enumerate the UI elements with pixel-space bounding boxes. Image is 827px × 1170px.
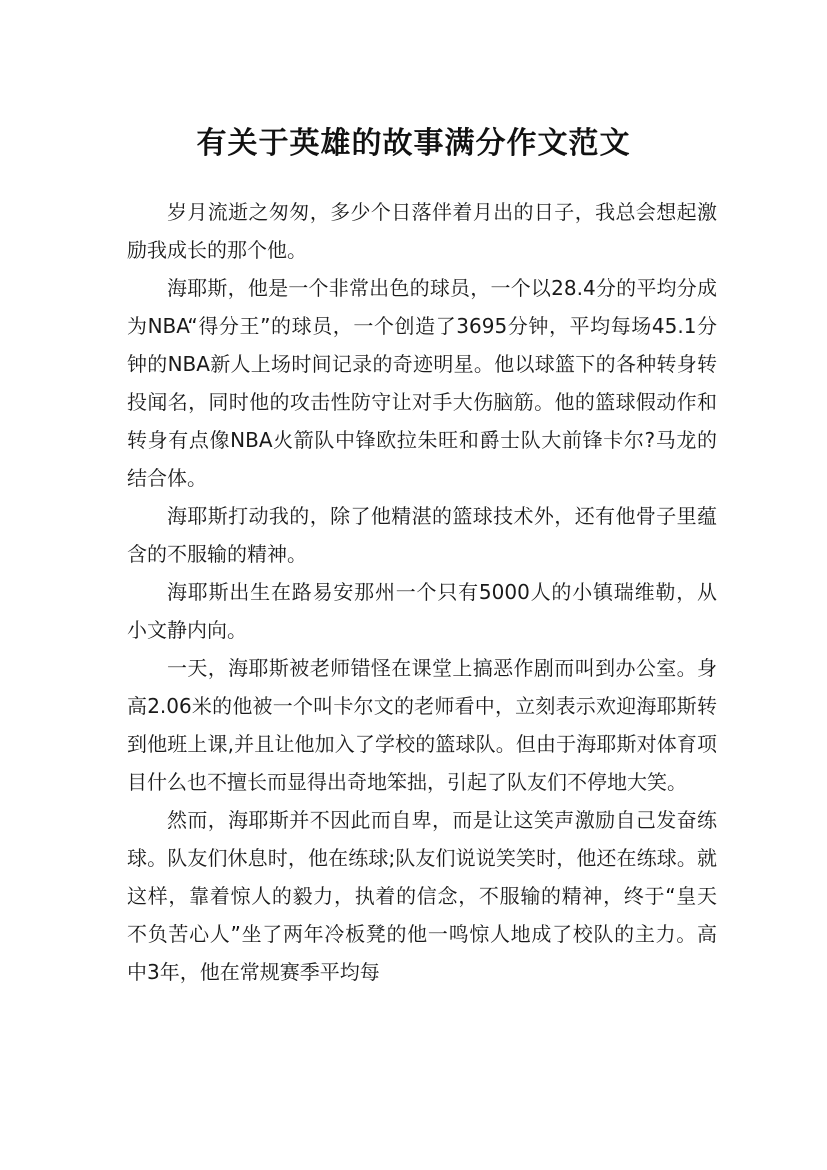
paragraph: 海耶斯，他是一个非常出色的球员，一个以28.4分的平均分成为NBA“得分王”的球员，一个创造了3695分钟，平均每场45.1分钟的NBA新人上场时间记录的奇迹明星。他以球篮下的各种转身转投闻名，同时他的攻击性防守让对手大伤脑筋。他的篮球假动作和转身有点像NBA火箭队中锋欧拉朱旺和爵士队大前锋卡尔?马龙的结合体。 — [127, 276, 717, 490]
paragraph: 海耶斯打动我的，除了他精湛的篮球技术外，还有他骨子里蕴含的不服输的精神。 — [127, 504, 717, 566]
paragraph: 一天，海耶斯被老师错怪在课堂上搞恶作剧而叫到办公室。身高2.06米的他被一个叫卡尔文的老师看中，立刻表示欢迎海耶斯转到他班上课,并且让他加入了学校的篮球队。但由于海耶斯对体育项目什么也不擅长而显得出奇地笨拙，引起了队友们不停地大笑。 — [127, 656, 717, 794]
paragraph: 然而，海耶斯并不因此而自卑，而是让这笑声激励自己发奋练球。队友们休息时，他在练球;队友们说说笑笑时，他还在练球。就这样，靠着惊人的毅力，执着的信念，不服输的精神，终于“皇天不负苦心人”坐了两年冷板凳的他一鸣惊人地成了校队的主力。高中3年，他在常规赛季平均每 — [127, 808, 717, 984]
paragraph: 海耶斯出生在路易安那州一个只有5000人的小镇瑞维勒，从小文静内向。 — [127, 580, 717, 642]
paragraph: 岁月流逝之匆匆，多少个日落伴着月出的日子，我总会想起激励我成长的那个他。 — [127, 200, 717, 262]
document-body — [127, 193, 717, 991]
document-title: 有关于英雄的故事满分作文范文 — [196, 126, 631, 162]
